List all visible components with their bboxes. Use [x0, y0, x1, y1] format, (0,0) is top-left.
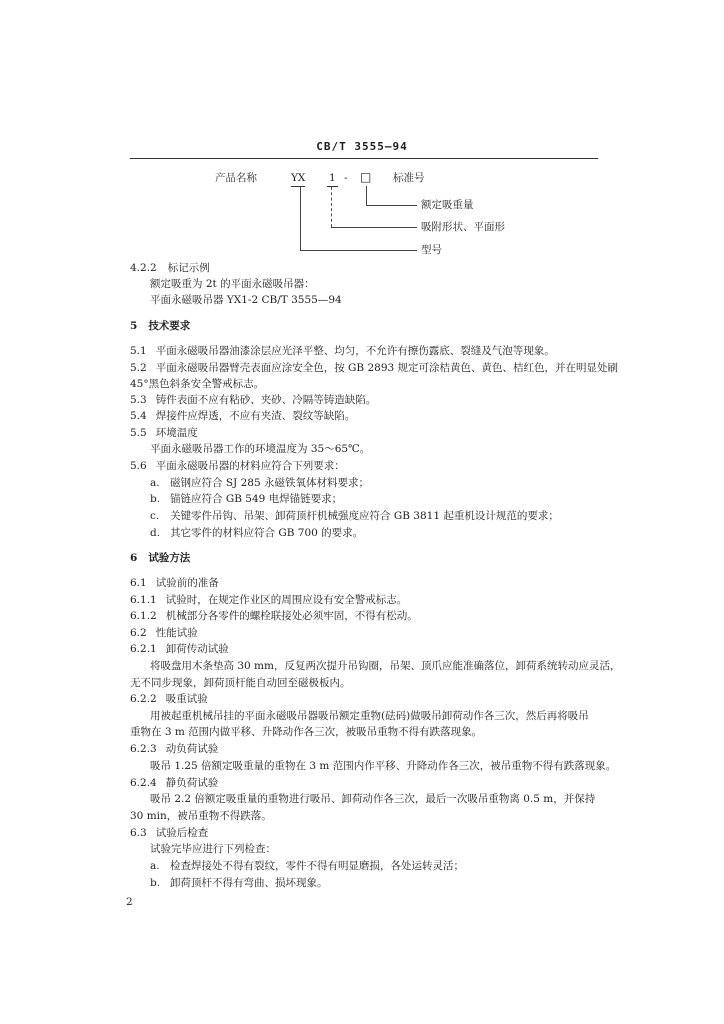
clause-number: 6.2.4	[130, 777, 157, 789]
callout-line-model-v	[300, 187, 301, 250]
list-item-text: 其它零件的材料应符合 GB 700 的要求。	[170, 527, 364, 539]
list-marker: b.	[150, 493, 161, 505]
list-item-text: 关键零件吊钩、吊架、卸荷顶杆机械强度应符合 GB 3811 起重机设计规范的要求；	[170, 510, 559, 522]
clause-6-2-3-text: 吸吊 1.25 倍额定吸重量的重物在 3 m 范围内作平移、升降动作各三次，被吊重物不得有跌落现象。	[150, 760, 617, 772]
clause-number: 5.2	[130, 362, 147, 374]
clause-number: 6.1	[130, 577, 147, 589]
clause-6-2-3-heading	[130, 742, 218, 756]
clause-title: 卸荷传动试验	[165, 643, 229, 655]
clause-4-2-2-heading	[130, 261, 210, 275]
callout-model: 型号	[421, 244, 442, 256]
clause-number: 6.2.2	[130, 693, 157, 705]
clause-6-2-1-heading	[130, 642, 229, 656]
shape-code: 1	[327, 171, 338, 187]
clause-6-2-2-text: 用被起重机械吊挂的平面永磁吸吊器吸吊额定重物(砝码)做吸吊卸荷动作各三次，然后再将吸吊	[150, 710, 589, 722]
clause-text: 平面永磁吸吊器油漆涂层应光泽平整、均匀，不允许有擦伤露底、裂缝及气泡等现象。	[155, 345, 555, 357]
section-number: 5	[130, 320, 138, 332]
callout-line-model-h	[300, 250, 417, 251]
standard-code-header: CB/T 3555—94	[316, 140, 408, 153]
clause-6-2-heading	[130, 626, 198, 640]
clause-6-2-2-continued: 重物在 3 m 范围内做平移、升降动作各三次，被吸吊重物不得有跌落现象。	[130, 726, 483, 738]
list-item	[150, 876, 328, 890]
list-marker: b.	[150, 877, 161, 889]
clause-title: 动负荷试验	[165, 743, 219, 755]
header-rule	[130, 158, 598, 159]
callout-rated-weight: 额定吸重量	[421, 199, 474, 211]
clause-6-2-1-continued: 无不同步现象，卸荷顶杆能自动回至磁极板内。	[130, 677, 351, 689]
callout-line-rated-v	[366, 186, 367, 205]
list-item-text: 卸荷顶杆不得有弯曲、损坏现象。	[170, 877, 328, 889]
callout-line-shape-h	[331, 227, 417, 228]
callout-line-rated-h	[366, 205, 417, 206]
callout-line-shape-v	[331, 187, 332, 227]
clause-5-2-continued: 45°黑色斜条安全警戒标志。	[130, 378, 265, 390]
model-code: YX	[291, 171, 305, 187]
section-title: 试验方法	[148, 552, 191, 564]
marking-example-line-2: 平面永磁吸吊器 YX1-2 CB/T 3555—94	[150, 294, 342, 306]
product-name-label: 产品名称	[215, 172, 257, 184]
clause-title: 性能试验	[155, 627, 198, 639]
list-marker: a.	[150, 860, 160, 872]
section-5-heading	[130, 319, 190, 333]
marking-example-line-1: 额定吸重为 2t 的平面永磁吸吊器：	[150, 278, 315, 290]
clause-text: 机械部分各零件的螺栓联接处必须牢固，不得有松动。	[165, 610, 418, 622]
clause-5-5-text: 平面永磁吸吊器工作的环境温度为 35～65℃。	[150, 443, 371, 455]
list-item-text: 检查焊接处不得有裂纹，零件不得有明显磨损，各处运转灵活；	[170, 860, 464, 872]
clause-5-6	[130, 459, 345, 473]
list-marker: c.	[150, 510, 160, 522]
designation-separator: -	[344, 172, 348, 184]
clause-number: 5.1	[130, 345, 147, 357]
rated-weight-box: □	[360, 170, 372, 184]
clause-5-4	[130, 409, 355, 423]
clause-title: 试验后检查	[155, 827, 209, 839]
clause-text: 焊接件应焊透，不应有夹渣、裂纹等缺陷。	[155, 410, 356, 422]
clause-title: 静负荷试验	[165, 777, 219, 789]
clause-text: 平面永磁吸吊器的材料应符合下列要求：	[155, 460, 345, 472]
standard-no-label: 标准号	[393, 172, 425, 184]
list-marker: d.	[150, 527, 161, 539]
section-number: 6	[130, 552, 138, 564]
clause-6-3-heading	[130, 826, 208, 840]
clause-number: 6.2.3	[130, 743, 157, 755]
clause-text: 铸件表面不应有粘砂、夹砂、冷隔等铸造缺陷。	[155, 394, 377, 406]
clause-text: 平面永磁吸吊器臂壳表面应涂安全色，按 GB 2893 规定可涂桔黄色、黄色、桔红色，并在明显处刷	[155, 362, 619, 374]
clause-5-3	[130, 393, 376, 407]
list-marker: a.	[150, 477, 160, 489]
clause-6-2-4-text: 吸吊 2.2 倍额定吸重量的重物进行吸吊、卸荷动作各三次，最后一次吸吊重物离 0.5 m，并保持	[150, 793, 596, 805]
clause-number: 5.4	[130, 410, 147, 422]
clause-6-2-4-continued: 30 min，被吊重物不得跌落。	[130, 810, 272, 822]
clause-number: 4.2.2	[130, 262, 157, 274]
clause-5-2	[130, 361, 618, 375]
page-number: 2	[126, 896, 133, 908]
clause-text: 试验时，在规定作业区的周围应设有安全警戒标志。	[165, 594, 408, 606]
clause-number: 6.2	[130, 627, 147, 639]
list-item	[150, 492, 342, 506]
list-item	[150, 509, 559, 523]
clause-6-1-heading	[130, 576, 219, 590]
clause-6-1-2	[130, 609, 418, 623]
clause-6-1-1	[130, 593, 407, 607]
list-item	[150, 859, 464, 873]
clause-number: 6.3	[130, 827, 147, 839]
clause-number: 6.1.2	[130, 610, 157, 622]
clause-title: 环境温度	[155, 427, 198, 439]
clause-number: 6.2.1	[130, 643, 157, 655]
clause-title: 标记示例	[167, 262, 210, 274]
section-title: 技术要求	[148, 320, 191, 332]
clause-5-5-heading	[130, 426, 198, 440]
clause-number: 5.5	[130, 427, 147, 439]
list-item	[150, 476, 369, 490]
clause-title: 吸重试验	[165, 693, 208, 705]
clause-6-2-4-heading	[130, 776, 218, 790]
clause-number: 5.6	[130, 460, 147, 472]
clause-title: 试验前的准备	[155, 577, 219, 589]
list-item	[150, 526, 363, 540]
list-item-text: 锚链应符合 GB 549 电焊锚链要求；	[170, 493, 343, 505]
callout-shape: 吸附形状、平面形	[421, 221, 505, 233]
clause-6-3-text: 试验完毕应进行下列检查：	[150, 843, 276, 855]
list-item-text: 磁钢应符合 SJ 285 永磁铁氧体材料要求；	[170, 477, 369, 489]
clause-5-1	[130, 344, 555, 358]
clause-6-2-1-text: 将吸盘用木条垫高 30 mm，反复两次提升吊钩圈，吊架、顶爪应能准确落位，卸荷系统转动应灵活，	[150, 660, 621, 672]
section-6-heading	[130, 551, 190, 565]
clause-6-2-2-heading	[130, 692, 208, 706]
clause-number: 6.1.1	[130, 594, 157, 606]
clause-number: 5.3	[130, 394, 147, 406]
